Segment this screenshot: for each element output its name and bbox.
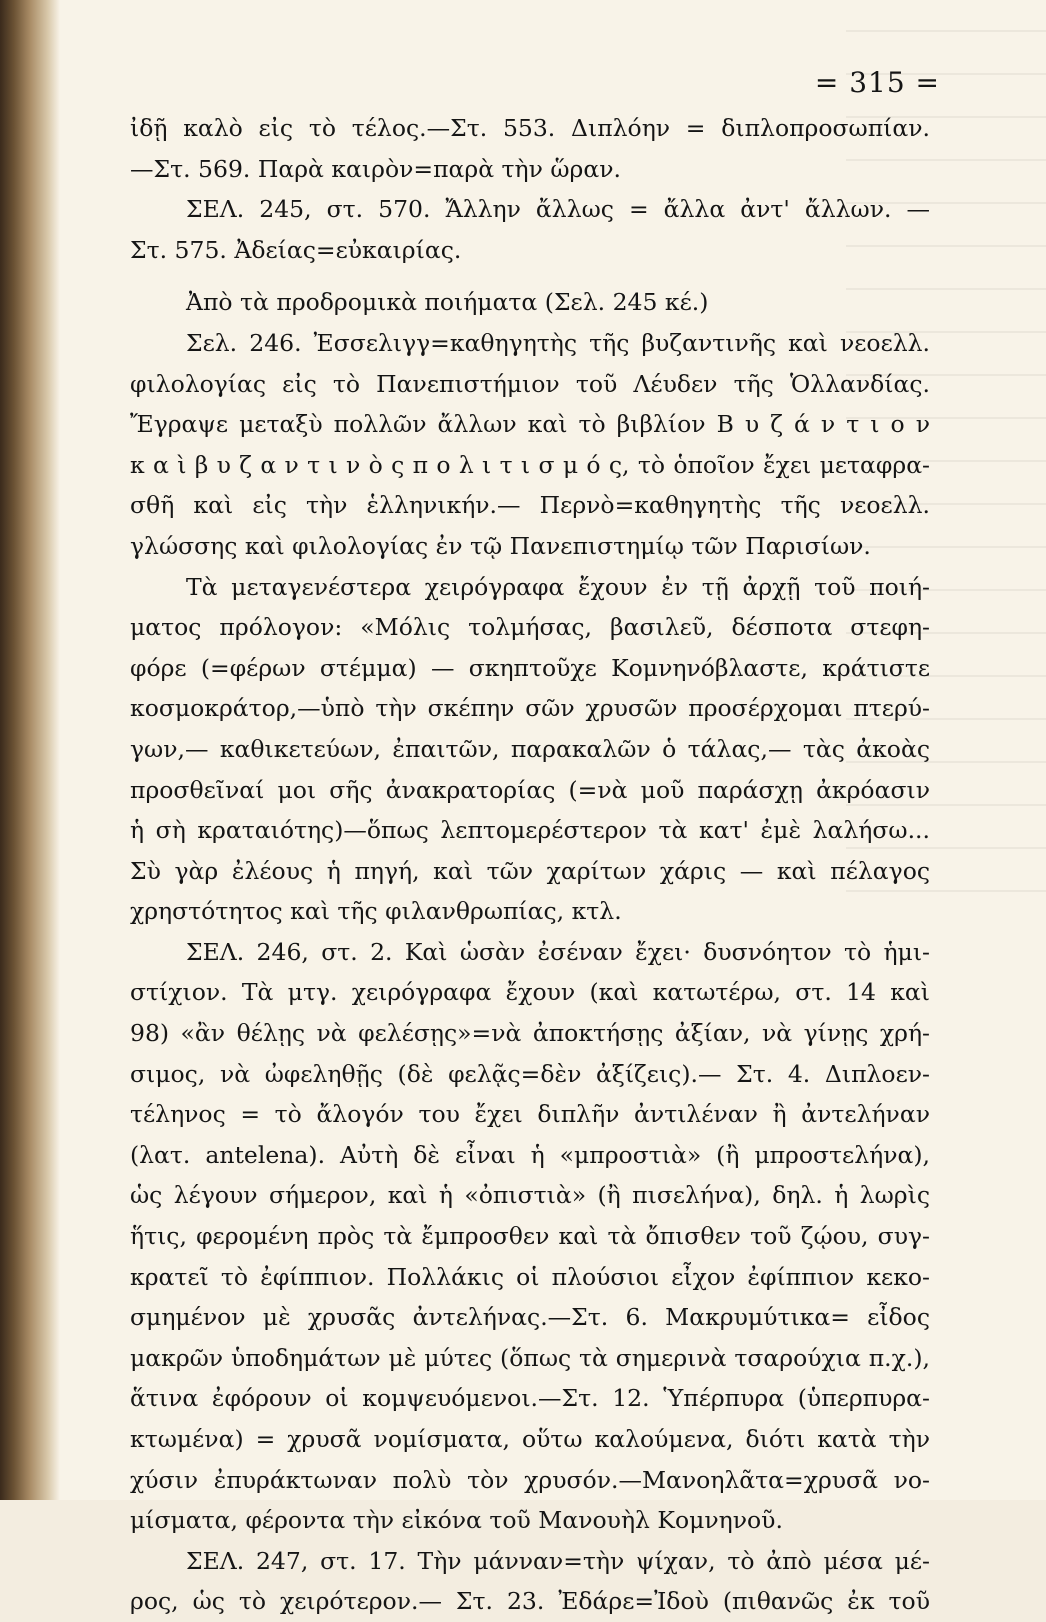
text-line: χρηστότητος καὶ τῆς φιλανθρωπίας, κτλ. xyxy=(130,897,622,926)
text-line: φιλολογίας εἰς τὸ Πανεπιστήμιον τοῦ Λέυδεν τῆς Ὁλλανδίας. xyxy=(130,369,930,398)
text-line: Τὰ μεταγενέστερα χειρόγραφα ἔχουν ἐν τῇ ἀρχῇ τοῦ ποιή- xyxy=(186,572,930,601)
text-line: στίχιον. Τὰ μτγ. χειρόγραφα ἔχουν (καὶ κατωτέρω, στ. 14 καὶ xyxy=(130,978,930,1007)
text-line: τέληνος = τὸ ἄλογόν του ἔχει διπλῆν ἀντιλέναν ἢ ἀντελήναν xyxy=(130,1100,930,1129)
text-line: προσθεῖναί μοι σῆς ἀνακρατορίας (=νὰ μοῦ παράσχῃ ἀκρόασιν xyxy=(130,775,930,804)
text-line: Στ. 575. Ἀδείας=εὐκαιρίας. xyxy=(130,235,462,264)
text-line: γων,— καθικετεύων, ἐπαιτῶν, παρακαλῶν ὁ τάλας,— τὰς ἀκοὰς xyxy=(130,734,930,763)
page-binding-shadow xyxy=(0,0,60,1500)
text-line: ΣΕΛ. 246, στ. 2. Καὶ ὡσὰν ἐσέναν ἔχει· δυσνόητον τὸ ἡμι- xyxy=(186,937,930,966)
text-line: ἅτινα ἐφόρουν οἱ κομψευόμενοι.—Στ. 12. Ὑπέρπυρα (ὑπερπυρα- xyxy=(130,1384,930,1413)
text-line: κτωμένα) = χρυσᾶ νομίσματα, οὕτω καλούμενα, διότι κατὰ τὴν xyxy=(130,1425,930,1453)
section-heading: Ἀπὸ τὰ προδρομικὰ ποιήματα (Σελ. 245 κέ.) xyxy=(186,288,709,317)
text-line: ἥτις, φερομένη πρὸς τὰ ἔμπροσθεν καὶ τὰ ὄπισθεν τοῦ ζῴου, συγ- xyxy=(130,1222,930,1251)
text-line: ὡς λέγουν σήμερον, καὶ ἡ «ὀπιστιὰ» (ἢ πισελήνα), δηλ. ἡ λωρὶς xyxy=(130,1181,930,1210)
text-line: ΣΕΛ. 245, στ. 570. Ἄλλην ἄλλως = ἄλλα ἀντ' ἄλλων. — xyxy=(186,195,930,224)
text-line: ἰδῇ καλὸ εἰς τὸ τέλος.—Στ. 553. Διπλόην = διπλοπροσωπίαν. xyxy=(130,114,930,142)
text-line: σιμος, νὰ ὠφεληθῇς (δὲ φελᾷς=δὲν ἀξίζεις).— Στ. 4. Διπλοεν- xyxy=(130,1059,930,1088)
text-line: χύσιν ἐπυράκτωναν πολὺ τὸν χρυσόν.—Μανοηλᾶτα=χρυσᾶ νο- xyxy=(130,1465,930,1494)
text-line: Σελ. 246. Ἐσσελιγγ=καθηγητὴς τῆς βυζαντινῆς καὶ νεοελλ. xyxy=(186,328,930,357)
text-line: κρατεῖ τὸ ἐφίππιον. Πολλάκις οἱ πλούσιοι εἶχον ἐφίππιον κεκο- xyxy=(130,1262,930,1291)
text-line: (λατ. antelena). Αὐτὴ δὲ εἶναι ἡ «μπροστιὰ» (ἢ μπροστελήνα), xyxy=(130,1140,930,1169)
text-line: ἡ σὴ κραταιότης)—ὅπως λεπτομερέστερον τὰ κατ' ἐμὲ λαλήσω... xyxy=(130,816,930,845)
text-line: κ α ὶ β υ ζ α ν τ ι ν ὸ ς π ο λ ι τ ι σ μ ό ς, τὸ ὁποῖον ἔχει μεταφρα- xyxy=(130,450,930,479)
text-line: 98) «ἂν θέλῃς νὰ φελέσῃς»=νὰ ἀποκτήσῃς ἀξίαν, νὰ γίνῃς χρή- xyxy=(130,1019,930,1048)
text-line: ματος πρόλογον: «Μόλις τολμήσας, βασιλεῦ, δέσποτα στεφη- xyxy=(130,613,930,642)
text-line: γλώσσης καὶ φιλολογίας ἐν τῷ Πανεπιστημίῳ τῶν Παρισίων. xyxy=(130,531,871,560)
text-line: ρος, ὡς τὸ χειρότερον.— Στ. 23. Ἐδάρε=Ἰδοὺ (πιθανῶς ἐκ τοῦ xyxy=(130,1587,930,1616)
text-line: μίσματα, φέροντα τὴν εἰκόνα τοῦ Μανουὴλ Κομνηνοῦ. xyxy=(130,1506,783,1535)
text-line: ΣΕΛ. 247, στ. 17. Τὴν μάνναν=τὴν ψίχαν, τὸ ἀπὸ μέσα μέ- xyxy=(186,1546,930,1575)
text-line: κοσμοκράτορ,—ὑπὸ τὴν σκέπην σῶν χρυσῶν προσέρχομαι πτερύ- xyxy=(130,694,930,723)
body-text xyxy=(130,108,930,1622)
text-line: σθῆ καὶ εἰς τὴν ἑλληνικήν.— Περνὸ=καθηγητὴς τῆς νεοελλ. xyxy=(130,491,930,520)
text-line: σμημένον μὲ χρυσᾶς ἀντελήνας.—Στ. 6. Μακρυμύτικα= εἶδος xyxy=(130,1303,930,1332)
text-line: φόρε (=φέρων στέμμα) — σκηπτοῦχε Κομνηνόβλαστε, κράτιστε xyxy=(130,653,930,682)
text-line: —Στ. 569. Παρὰ καιρὸν=παρὰ τὴν ὥραν. xyxy=(130,154,621,183)
page-number: = 315 = xyxy=(814,66,940,99)
text-line: Σὺ γὰρ ἐλέους ἡ πηγή, καὶ τῶν χαρίτων χάρις — καὶ πέλαγος xyxy=(130,856,930,885)
text-line: Ἔγραψε μεταξὺ πολλῶν ἄλλων καὶ τὸ βιβλίον Β υ ζ ά ν τ ι ο ν xyxy=(130,410,930,439)
text-line: μακρῶν ὑποδημάτων μὲ μύτες (ὅπως τὰ σημερινὰ τσαρούχια π.χ.), xyxy=(130,1343,930,1372)
